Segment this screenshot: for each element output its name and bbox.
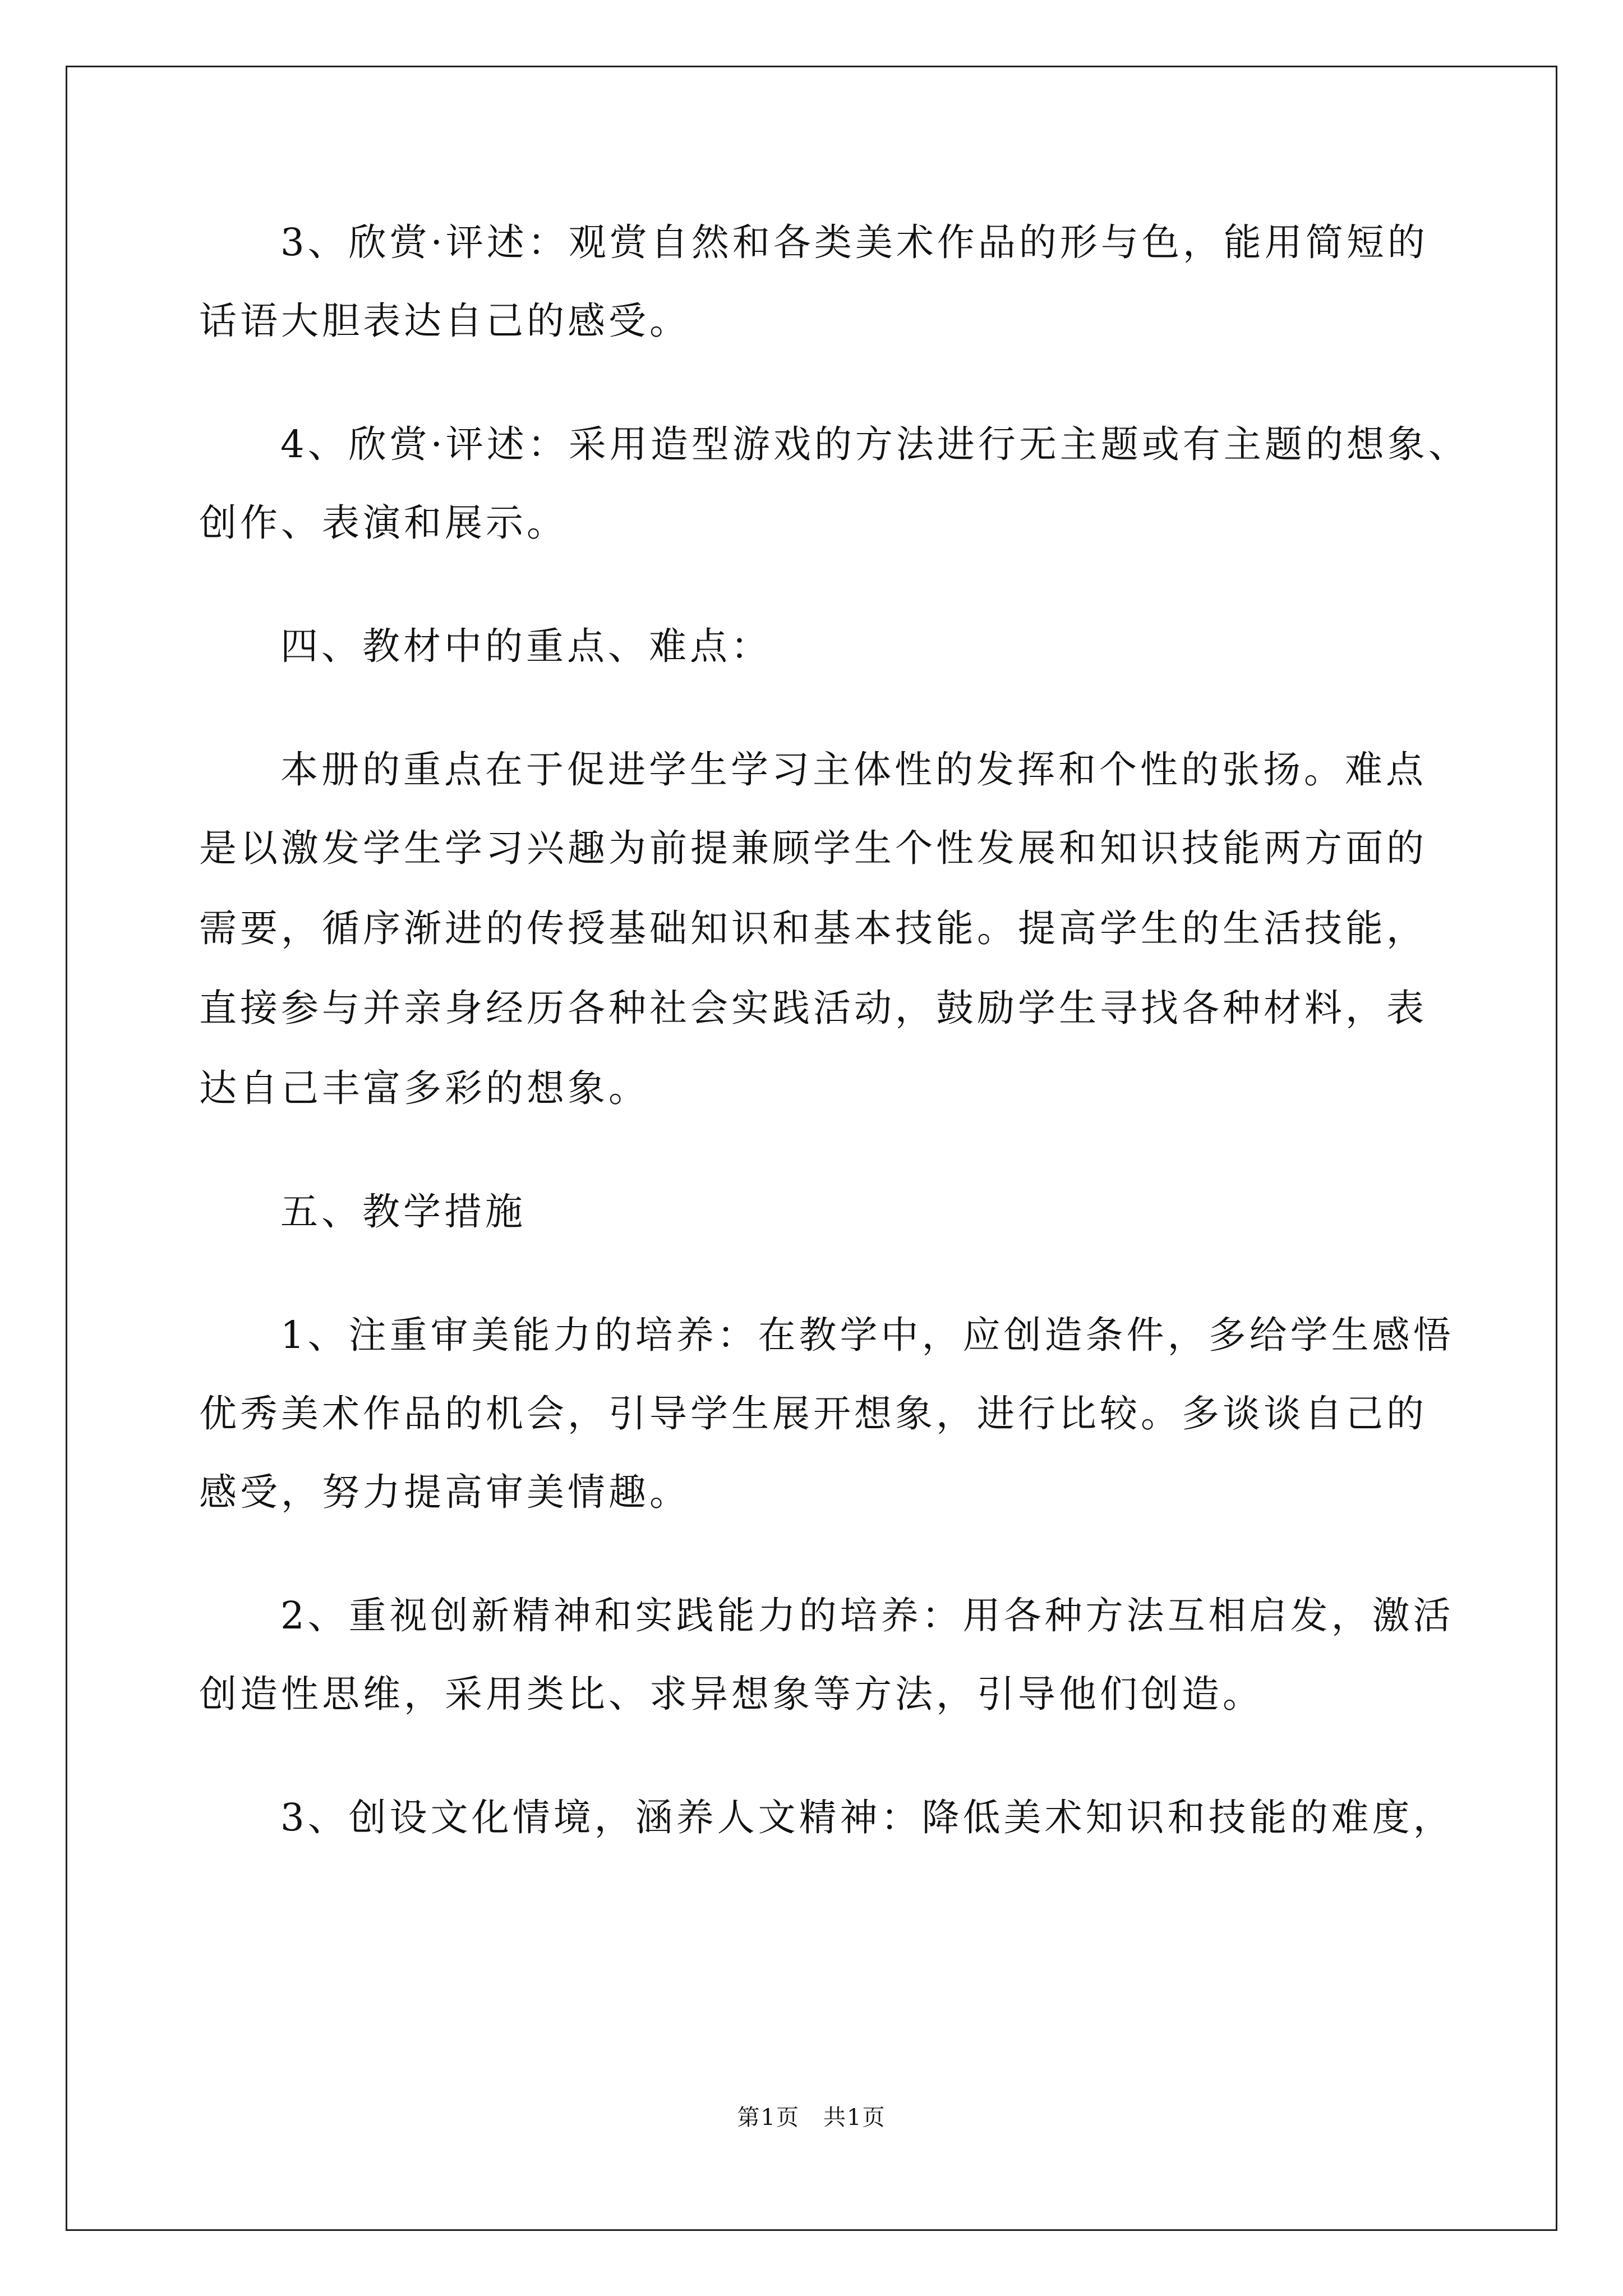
paragraph-line: 1、注重审美能力的培养：在教学中，应创造条件，多给学生感悟 — [280, 1313, 1454, 1357]
paragraph-line: 达自己丰富多彩的想象。 — [199, 1066, 649, 1110]
paragraph-line: 2、重视创新精神和实践能力的培养：用各种方法互相启发，激活 — [280, 1594, 1454, 1637]
paragraph-line: 3、创设文化情境，涵养人文精神：降低美术知识和技能的难度， — [280, 1796, 1454, 1839]
paragraph-line: 4、欣赏·评述：采用造型游戏的方法进行无主题或有主题的想象、 — [280, 422, 1469, 466]
section-heading: 四、教材中的重点、难点： — [280, 624, 772, 668]
paragraph-line: 感受，努力提高审美情趣。 — [199, 1470, 690, 1514]
paragraph-line: 创作、表演和展示。 — [199, 501, 568, 545]
paragraph-line: 优秀美术作品的机会，引导学生展开想象，进行比较。多谈谈自己的 — [199, 1392, 1427, 1435]
paragraph-line: 直接参与并亲身经历各种社会实践活动，鼓励学生寻找各种材料，表 — [199, 986, 1427, 1030]
page-number-footer: 第1页 共1页 — [737, 2105, 886, 2131]
paragraph-line: 是以激发学生学习兴趣为前提兼顾学生个性发展和知识技能两方面的 — [199, 826, 1427, 870]
section-heading: 五、教学措施 — [280, 1190, 526, 1234]
paragraph-line: 需要，循序渐进的传授基础知识和基本技能。提高学生的生活技能， — [199, 907, 1427, 950]
paragraph-line: 3、欣赏·评述：观赏自然和各类美术作品的形与色，能用简短的 — [280, 220, 1428, 264]
paragraph-line: 创造性思维，采用类比、求异想象等方法，引导他们创造。 — [199, 1672, 1264, 1716]
page-border — [66, 66, 1557, 2231]
paragraph-line: 话语大胆表达自己的感受。 — [199, 299, 690, 343]
paragraph-line: 本册的重点在于促进学生学习主体性的发挥和个性的张扬。难点 — [280, 748, 1427, 792]
